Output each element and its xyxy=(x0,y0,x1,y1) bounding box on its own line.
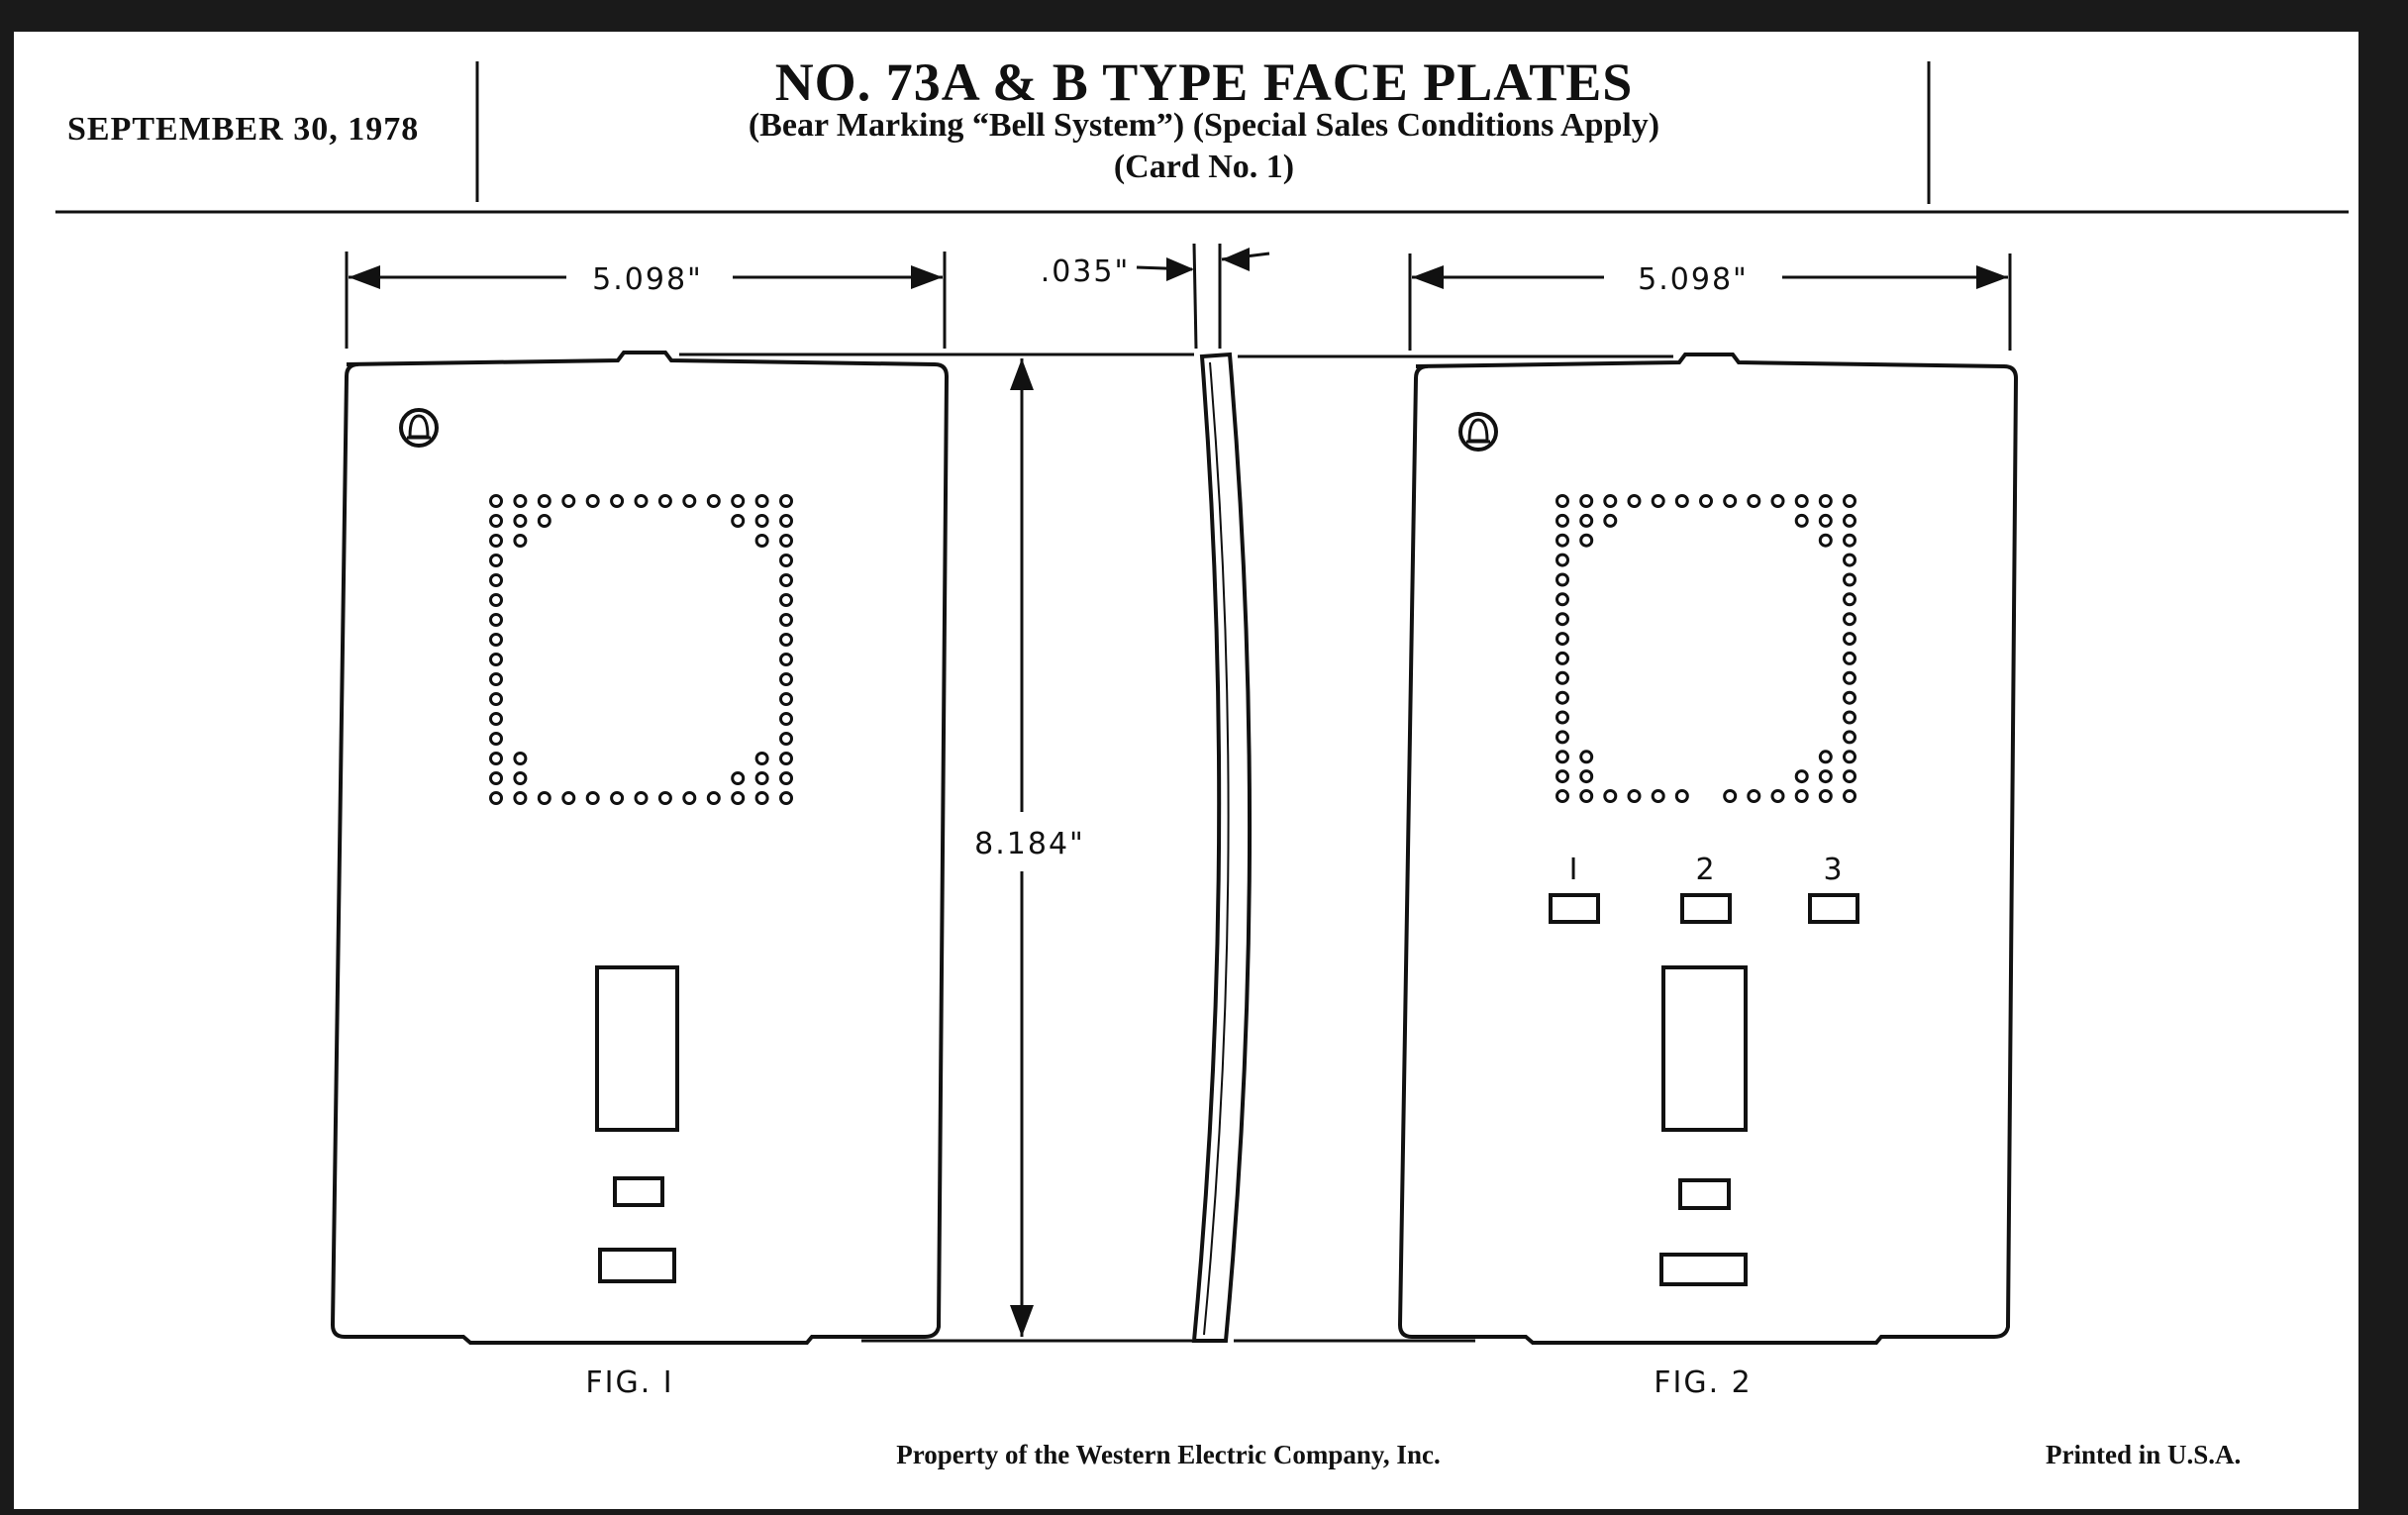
grille-hole xyxy=(1820,496,1831,507)
grille-hole xyxy=(781,635,792,646)
arrow-head xyxy=(1222,248,1250,271)
grille-hole xyxy=(781,773,792,784)
grille-hole xyxy=(1772,791,1783,802)
grille-hole xyxy=(1796,515,1807,526)
plate-outline xyxy=(333,353,947,1343)
grille-hole xyxy=(733,793,744,804)
grille-hole xyxy=(1796,771,1807,782)
grille-hole xyxy=(491,694,502,705)
grille-hole xyxy=(1557,692,1568,703)
grille-hole xyxy=(1557,712,1568,723)
button-label-3: 3 xyxy=(1823,853,1845,887)
card-date: SEPTEMBER 30, 1978 xyxy=(67,111,420,148)
grille-hole xyxy=(781,496,792,507)
grille-hole xyxy=(1676,496,1687,507)
plate-wide-slot xyxy=(600,1250,674,1281)
grille-hole xyxy=(684,496,695,507)
grille-hole xyxy=(1557,752,1568,762)
grille-hole xyxy=(1820,791,1831,802)
button-slot-3 xyxy=(1810,895,1857,922)
grille-hole xyxy=(1581,535,1592,546)
grille-hole xyxy=(491,516,502,527)
grille-hole xyxy=(1725,496,1736,507)
grille-hole xyxy=(1820,752,1831,762)
plate-window xyxy=(1663,967,1746,1130)
grille-hole xyxy=(1581,771,1592,782)
grille-hole xyxy=(587,496,598,507)
grille-hole xyxy=(1629,791,1640,802)
grille-hole xyxy=(491,536,502,547)
header-rules xyxy=(55,61,2349,212)
grille-hole xyxy=(539,516,550,527)
grille-hole xyxy=(733,496,744,507)
grille-hole xyxy=(515,754,526,764)
grille-hole xyxy=(491,754,502,764)
grille-hole xyxy=(1796,791,1807,802)
grille-hole xyxy=(708,496,719,507)
grille-hole xyxy=(1820,535,1831,546)
grille-hole xyxy=(515,773,526,784)
grille-hole xyxy=(612,793,623,804)
grille-hole xyxy=(781,595,792,606)
dimension-width-left: 5.098" xyxy=(592,262,703,297)
plate-wide-slot xyxy=(1661,1255,1746,1284)
grille-hole xyxy=(1581,752,1592,762)
grille-hole xyxy=(1845,614,1856,625)
grille-hole xyxy=(491,714,502,725)
grille-hole xyxy=(1581,515,1592,526)
grille-hole xyxy=(491,734,502,745)
grille-hole xyxy=(1845,555,1856,565)
grille-hole xyxy=(781,694,792,705)
grille-hole xyxy=(1557,672,1568,683)
grille-hole xyxy=(781,674,792,685)
grille-hole xyxy=(1725,791,1736,802)
figure-2-label: FIG. 2 xyxy=(1654,1365,1753,1400)
grille-hole xyxy=(1676,791,1687,802)
grille-hole xyxy=(1557,653,1568,663)
grille-hole xyxy=(1749,496,1759,507)
grille-hole xyxy=(1845,653,1856,663)
grille-hole xyxy=(1845,535,1856,546)
bell-logo-fig2 xyxy=(1460,414,1496,450)
grille-hole xyxy=(1701,496,1712,507)
grille-hole xyxy=(539,496,550,507)
grille-hole xyxy=(587,793,598,804)
button-slot-1 xyxy=(1551,895,1598,922)
grille-hole xyxy=(636,496,647,507)
grille-hole xyxy=(491,595,502,606)
printed-note: Printed in U.S.A. xyxy=(2046,1440,2242,1469)
grille-hole xyxy=(781,655,792,665)
grille-hole xyxy=(1845,732,1856,743)
grille-hole xyxy=(708,793,719,804)
grille-hole xyxy=(756,516,767,527)
grille-hole xyxy=(659,496,670,507)
grille-hole xyxy=(1845,672,1856,683)
grille-hole xyxy=(1845,752,1856,762)
grille-hole xyxy=(1845,496,1856,507)
plate-window xyxy=(597,967,677,1130)
plate-outline xyxy=(1400,354,2016,1343)
grille-hole xyxy=(659,793,670,804)
grille-hole xyxy=(1557,496,1568,507)
grille-hole xyxy=(1845,574,1856,585)
figure-1-label: FIG. I xyxy=(585,1365,674,1400)
grille-hole xyxy=(1845,594,1856,605)
grille-hole xyxy=(515,536,526,547)
grille-hole xyxy=(1820,771,1831,782)
face-plate-fig2 xyxy=(1400,354,2016,1343)
grille-hole xyxy=(781,734,792,745)
grille-hole xyxy=(781,575,792,586)
grille-hole xyxy=(1557,555,1568,565)
grille-hole xyxy=(756,754,767,764)
grille-hole xyxy=(756,536,767,547)
speaker-grille-fig1 xyxy=(491,496,792,804)
grille-hole xyxy=(1581,496,1592,507)
card-subtitle: (Bear Marking “Bell System”) (Special Sales Conditions Apply) xyxy=(748,107,1660,144)
grille-hole xyxy=(1845,791,1856,802)
arrow-head xyxy=(1010,358,1034,390)
arrow-head xyxy=(1412,265,1444,289)
grille-hole xyxy=(1557,594,1568,605)
arrow-head xyxy=(1010,1305,1034,1337)
grille-hole xyxy=(491,556,502,566)
grille-hole xyxy=(515,496,526,507)
button-label-2: 2 xyxy=(1695,853,1717,887)
grille-hole xyxy=(563,496,574,507)
grille-hole xyxy=(491,575,502,586)
grille-hole xyxy=(1629,496,1640,507)
grille-hole xyxy=(1845,712,1856,723)
grille-hole xyxy=(491,615,502,626)
grille-hole xyxy=(491,773,502,784)
side-profile xyxy=(1194,354,1250,1341)
grille-hole xyxy=(1796,496,1807,507)
arrow-head xyxy=(911,265,943,289)
grille-hole xyxy=(563,793,574,804)
grille-hole xyxy=(1820,515,1831,526)
grille-hole xyxy=(756,773,767,784)
grille-hole xyxy=(781,556,792,566)
grille-hole xyxy=(491,496,502,507)
grille-hole xyxy=(684,793,695,804)
grille-hole xyxy=(1557,771,1568,782)
plate-small-slot xyxy=(615,1178,662,1205)
grille-hole xyxy=(1653,791,1663,802)
grille-hole xyxy=(515,793,526,804)
grille-hole xyxy=(1557,515,1568,526)
card-number: (Card No. 1) xyxy=(1113,149,1295,185)
grille-hole xyxy=(781,536,792,547)
grille-hole xyxy=(1605,496,1616,507)
grille-hole xyxy=(1581,791,1592,802)
dimension-height: 8.184" xyxy=(974,827,1085,861)
grille-hole xyxy=(733,773,744,784)
grille-hole xyxy=(491,674,502,685)
grille-hole xyxy=(733,516,744,527)
card-title: NO. 73A & B TYPE FACE PLATES xyxy=(774,52,1634,112)
grille-hole xyxy=(1845,771,1856,782)
arrow-head xyxy=(349,265,380,289)
dimension-width-right: 5.098" xyxy=(1638,262,1749,297)
grille-hole xyxy=(1557,791,1568,802)
face-plate-fig1 xyxy=(333,353,947,1343)
grille-hole xyxy=(781,754,792,764)
grille-hole xyxy=(491,793,502,804)
grille-hole xyxy=(1749,791,1759,802)
grille-hole xyxy=(781,516,792,527)
grille-hole xyxy=(1557,535,1568,546)
grille-hole xyxy=(1605,791,1616,802)
property-note: Property of the Western Electric Company, Inc. xyxy=(896,1440,1441,1469)
button-label-1: I xyxy=(1568,853,1580,887)
grille-hole xyxy=(1845,692,1856,703)
grille-hole xyxy=(1845,634,1856,645)
grille-hole xyxy=(781,615,792,626)
grille-hole xyxy=(612,496,623,507)
dimension-thickness: .035" xyxy=(1040,254,1131,289)
grille-hole xyxy=(491,635,502,646)
grille-hole xyxy=(756,793,767,804)
grille-hole xyxy=(1605,515,1616,526)
grille-hole xyxy=(539,793,550,804)
grille-hole xyxy=(1845,515,1856,526)
arrow-head xyxy=(1976,265,2008,289)
speaker-grille-fig2 xyxy=(1557,496,1856,802)
grille-hole xyxy=(1772,496,1783,507)
grille-hole xyxy=(1557,574,1568,585)
grille-hole xyxy=(1557,634,1568,645)
grille-hole xyxy=(1557,614,1568,625)
grille-hole xyxy=(491,655,502,665)
grille-hole xyxy=(1557,732,1568,743)
bell-logo-fig1 xyxy=(401,410,437,446)
grille-hole xyxy=(515,516,526,527)
grille-hole xyxy=(781,793,792,804)
button-slot-2 xyxy=(1682,895,1730,922)
grille-hole xyxy=(756,496,767,507)
grille-hole xyxy=(781,714,792,725)
arrow-head xyxy=(1166,257,1194,281)
grille-hole xyxy=(636,793,647,804)
plate-small-slot xyxy=(1680,1180,1729,1208)
grille-hole xyxy=(1653,496,1663,507)
